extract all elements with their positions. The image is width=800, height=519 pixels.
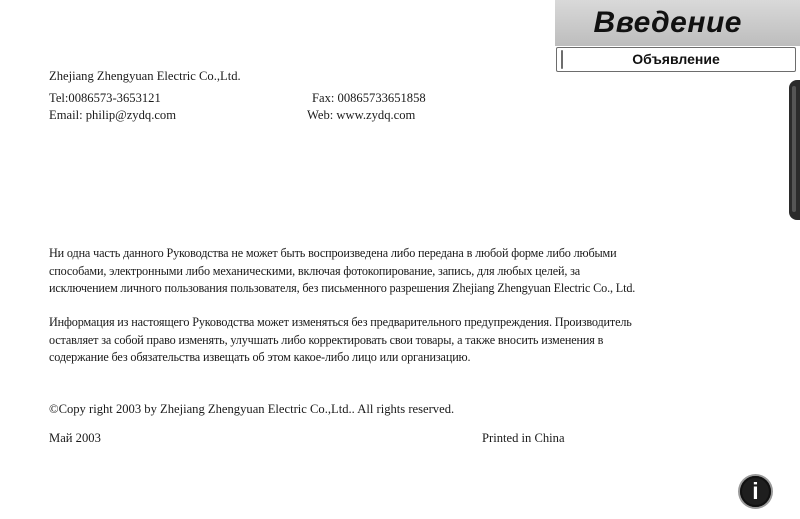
side-edge-tab-highlight <box>792 86 796 212</box>
reproduction-notice-line: Ни одна часть данного Руководства не может быть воспроизведена либо передана в любой форме либо любыми <box>49 246 617 260</box>
section-header-tab <box>555 0 800 46</box>
company-web: Web: www.zydq.com <box>307 108 416 122</box>
section-title: Введение <box>593 6 742 39</box>
info-icon-glyph: i <box>752 478 759 504</box>
reproduction-notice-line: способами, электронными либо механическими, включая фотокопирование, запись, для любых целей, за <box>49 263 581 278</box>
changes-notice-line: Информация из настоящего Руководства может изменяться без предварительного предупреждения. Производитель <box>49 315 632 329</box>
company-name: Zhejiang Zhengyuan Electric Co.,Ltd. <box>49 69 241 83</box>
reproduction-notice <box>49 245 635 298</box>
company-tel: Tel:0086573-3653121 <box>49 91 161 105</box>
changes-notice <box>49 314 632 367</box>
subsection-bar <box>556 47 796 72</box>
info-icon <box>740 476 771 507</box>
publication-date: Май 2003 <box>49 431 101 445</box>
subsection-title: Объявление <box>632 51 720 67</box>
company-fax: Fax: 00865733651858 <box>312 91 426 105</box>
company-email: Email: philip@zydq.com <box>49 108 177 122</box>
copyright-notice: ©Copy right 2003 by Zhejiang Zhengyuan Electric Co.,Ltd.. All rights reserved. <box>49 402 455 416</box>
reproduction-notice-line: исключением личного пользования пользователя, без письменного разрешения Zhejiang Zhengyuan Electric Co., Ltd. <box>49 281 636 295</box>
printed-location: Printed in China <box>482 431 565 445</box>
changes-notice-line: оставляет за собой право изменять, улучшать либо корректировать свои товары, а также вносить изменения в <box>49 332 604 347</box>
side-edge-tab <box>789 80 800 220</box>
changes-notice-line: содержание без обязательства извещать об этом какое-либо лицо или организацию. <box>49 350 471 364</box>
